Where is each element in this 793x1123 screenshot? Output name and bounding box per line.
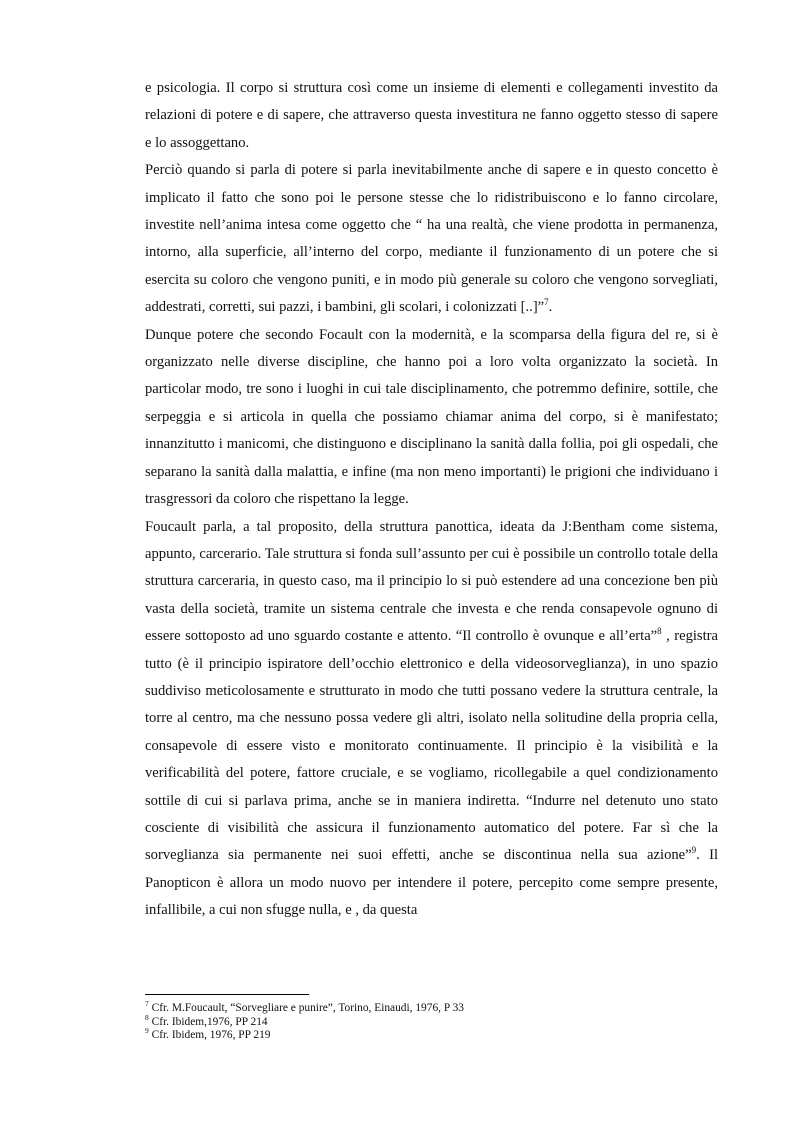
paragraph-text: , registra tutto (è il principio ispiratore dell’occhio elettronico e della videosorveglianza), in uno spazio suddiviso meticolosamente e strutturato in modo che tutti possano vedere la struttura centrale, la torre al centro, ma che nessuno possa vedere gli altri, isolato nella solitudine della propria cella, consapevole di essere visto e monitorato continuamente. Il principio è la visibilità e la verificabilità del potere, fattore cruciale, e se vogliamo, ricollegabile a quel condizionamento sottile di cui si parlava prima, anche se in maniera indiretta. “Indurre nel detenuto uno stato cosciente di visibilità che assicura il funzionamento automatico del potere. Far sì che la sorveglianza sia permanente nei suoi effetti, anche se discontinua nella sua azione” xyxy=(145,628,718,864)
footnote-text: Cfr. Ibidem,1976, PP 214 xyxy=(148,1015,268,1028)
footnote-divider xyxy=(145,994,309,995)
footnote xyxy=(145,999,718,1016)
footnote xyxy=(145,1012,718,1030)
footnote-reference[interactable]: 9 xyxy=(691,845,697,856)
footnote-text: Cfr. M.Foucault, “Sorvegliare e punire”, Torino, Einaudi, 1976, P 33 xyxy=(148,1002,464,1014)
footnote-reference[interactable]: 8 xyxy=(657,626,662,637)
paragraph-text: . Il Panopticon è allora un modo nuovo per intendere il potere, percepito come sempre presente, infallibile, a cui non sfugge nulla, e , da questa xyxy=(145,847,718,919)
paragraph-text: Dunque potere che secondo Focault con la modernità, e la scomparsa della figura del re, si è organizzato nelle diverse discipline, che hanno poi a loro volta organizzato la società. In particolar modo, tre sono i luoghi in cui tale disciplinamento, che potremmo definire, sottile, che serpeggia e si articola in quella che possiamo chiamar anima del corpo, si è manifestato; innanzitutto i manicomi, che distinguono e disciplinano la sanità dalla follia, poi gli ospedali, che separano la sanità dalla malattia, e infine (ma non meno importanti) le prigioni che individuano i trasgressori da coloro che rispettano la legge. xyxy=(145,326,718,508)
footnotes xyxy=(145,999,718,1043)
footnote-reference[interactable]: 7 xyxy=(544,297,549,308)
paragraph xyxy=(145,75,718,157)
paragraph-text: e psicologia. Il corpo si struttura così come un insieme di elementi e collegamenti investito da relazioni di potere e di sapere, che attraverso questa investitura ne fanno oggetto stesso di sapere e lo assoggettano. xyxy=(145,80,718,151)
paragraph xyxy=(145,157,718,321)
footnote-number: 8 xyxy=(145,1012,149,1022)
footnote-text: Cfr. Ibidem, 1976, PP 219 xyxy=(148,1029,271,1042)
paragraph xyxy=(145,514,718,925)
paragraph xyxy=(145,322,718,514)
body-text xyxy=(145,75,718,925)
paragraph-text: . xyxy=(548,299,553,316)
paragraph-text: Perciò quando si parla di potere si parla inevitabilmente anche di sapere e in questo concetto è implicato il fatto che sono poi le persone stesse che lo ridistribuiscono e lo fanno circolare, investite nell’anima intesa come oggetto che “ ha una realtà, che viene prodotta in permanenza, intorno, alla superficie, all’interno del corpo, mediante il funzionamento di un potere che si esercita su coloro che vengono puniti, e in modo più generale su coloro che vengono sorvegliati, addestrati, corretti, sui pazzi, i bambini, gli scolari, i colonizzati [..]” xyxy=(145,162,718,316)
footnote-number: 7 xyxy=(145,999,149,1009)
footnote xyxy=(145,1026,718,1043)
footnote-number: 9 xyxy=(145,1026,149,1036)
paragraph-text: Foucault parla, a tal proposito, della struttura panottica, ideata da J:Bentham come sistema, appunto, carcerario. Tale struttura si fonda sull’assunto per cui è possibile un controllo totale della struttura carceraria, in questo caso, ma il principio lo si può estendere ad una concezione ben più vasta della società, tramite un sistema centrale che investa e che renda consapevole ognuno di essere sottoposto ad uno sguardo costante e attento. “Il controllo è ovunque e all’erta” xyxy=(145,518,718,645)
